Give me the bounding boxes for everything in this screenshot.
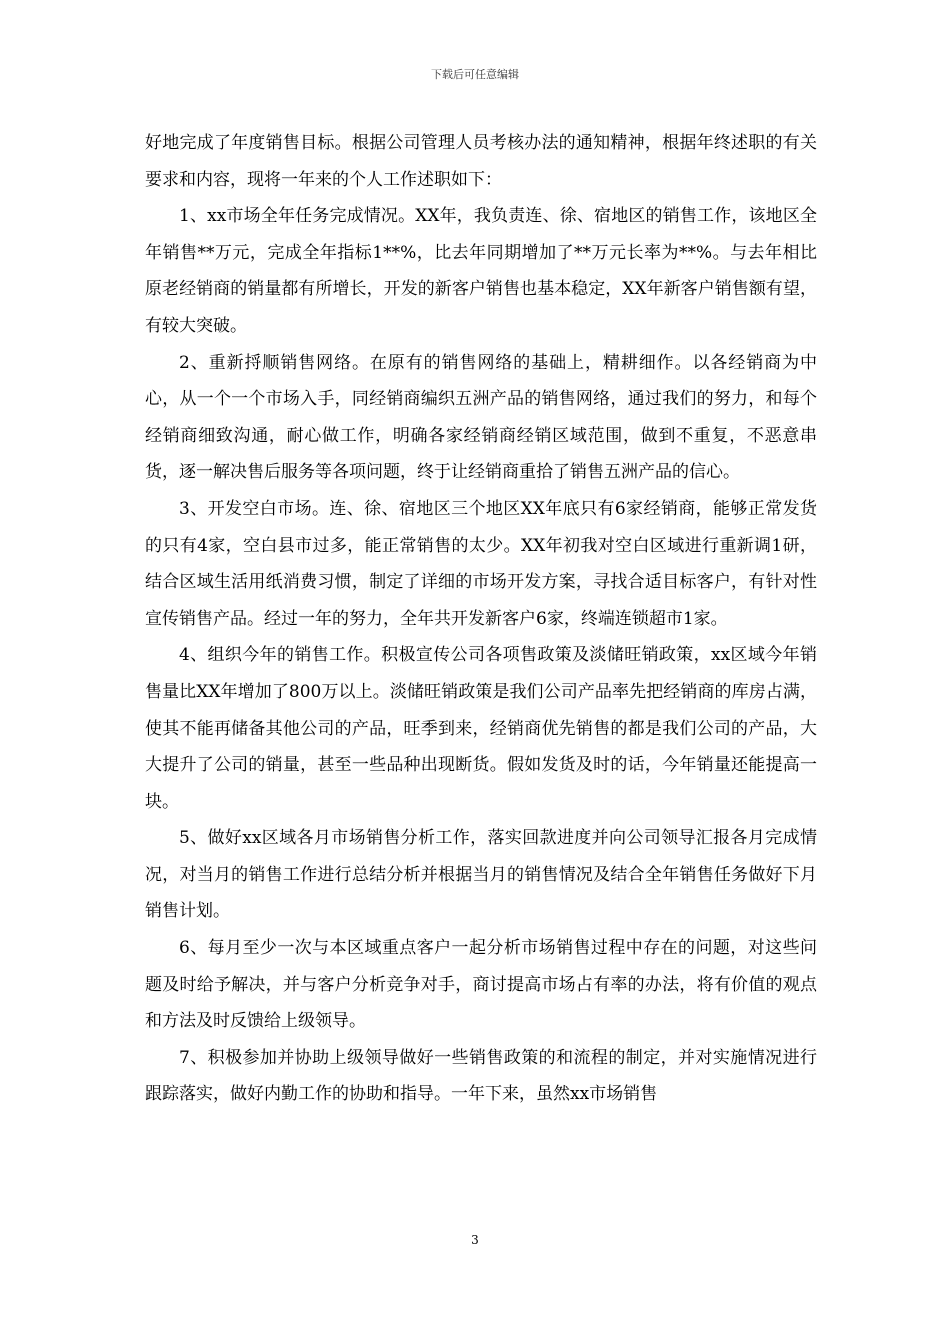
page-number: 3 xyxy=(471,1233,479,1247)
document-body xyxy=(145,125,817,1113)
paragraph-item-2: 2、重新捋顺销售网络。在原有的销售网络的基础上，精耕细作。以各经销商为中心，从一个一个市场入手，同经销商编织五洲产品的销售网络，通过我们的努力，和每个经销商细致沟通，耐心做工作，明确各家经销商经销区域范围，做到不重复，不恶意串货，逐一解决售后服务等各项问题，终于让经销商重拾了销售五洲产品的信心。 xyxy=(145,352,817,483)
paragraph-item-4: 4、组织今年的销售工作。积极宣传公司各项售政策及淡储旺销政策，xx区域今年销售量比XX年增加了800万以上。淡储旺销政策是我们公司产品率先把经销商的库房占满，使其不能再储备其他公司的产品，旺季到来，经销商优先销售的都是我们公司的产品，大大提升了公司的销量，甚至一些品种出现断货。假如发货及时的话，今年销量还能提高一块。 xyxy=(145,645,817,812)
paragraph-item-5: 5、做好xx区域各月市场销售分析工作，落实回款进度并向公司领导汇报各月完成情况，对当月的销售工作进行总结分析并根据当月的销售情况及结合全年销售任务做好下月销售计划。 xyxy=(145,828,817,922)
paragraph-continuation: 好地完成了年度销售目标。根据公司管理人员考核办法的通知精神，根据年终述职的有关要求和内容，现将一年来的个人工作述职如下： xyxy=(145,133,817,190)
paragraph-item-7: 7、积极参加并协助上级领导做好一些销售政策的和流程的制定，并对实施情况进行跟踪落实，做好内勤工作的协助和指导。一年下来，虽然xx市场销售 xyxy=(145,1047,817,1105)
page-header: 下载后可任意编辑 xyxy=(431,68,519,81)
paragraph-item-6: 6、每月至少一次与本区域重点客户一起分析市场销售过程中存在的问题，对这些问题及时给予解决，并与客户分析竞争对手，商讨提高市场占有率的办法，将有价值的观点和方法及时反馈给上级领导。 xyxy=(145,938,817,1032)
paragraph-item-1: 1、xx市场全年任务完成情况。XX年，我负责连、徐、宿地区的销售工作，该地区全年销售**万元，完成全年指标1**%，比去年同期增加了**万元长率为**%。与去年相比原老经销商的销量都有所增长，开发的新客户销售也基本稳定，XX年新客户销售额有望，有较大突破。 xyxy=(145,206,817,336)
paragraph-item-3: 3、开发空白市场。连、徐、宿地区三个地区XX年底只有6家经销商，能够正常发货的只有4家，空白县市过多，能正常销售的太少。XX年初我对空白区域进行重新调1研，结合区域生活用纸消费习惯，制定了详细的市场开发方案，寻找合适目标客户，有针对性宣传销售产品。经过一年的努力，全年共开发新客户6家，终端连锁超市1家。 xyxy=(145,498,817,629)
